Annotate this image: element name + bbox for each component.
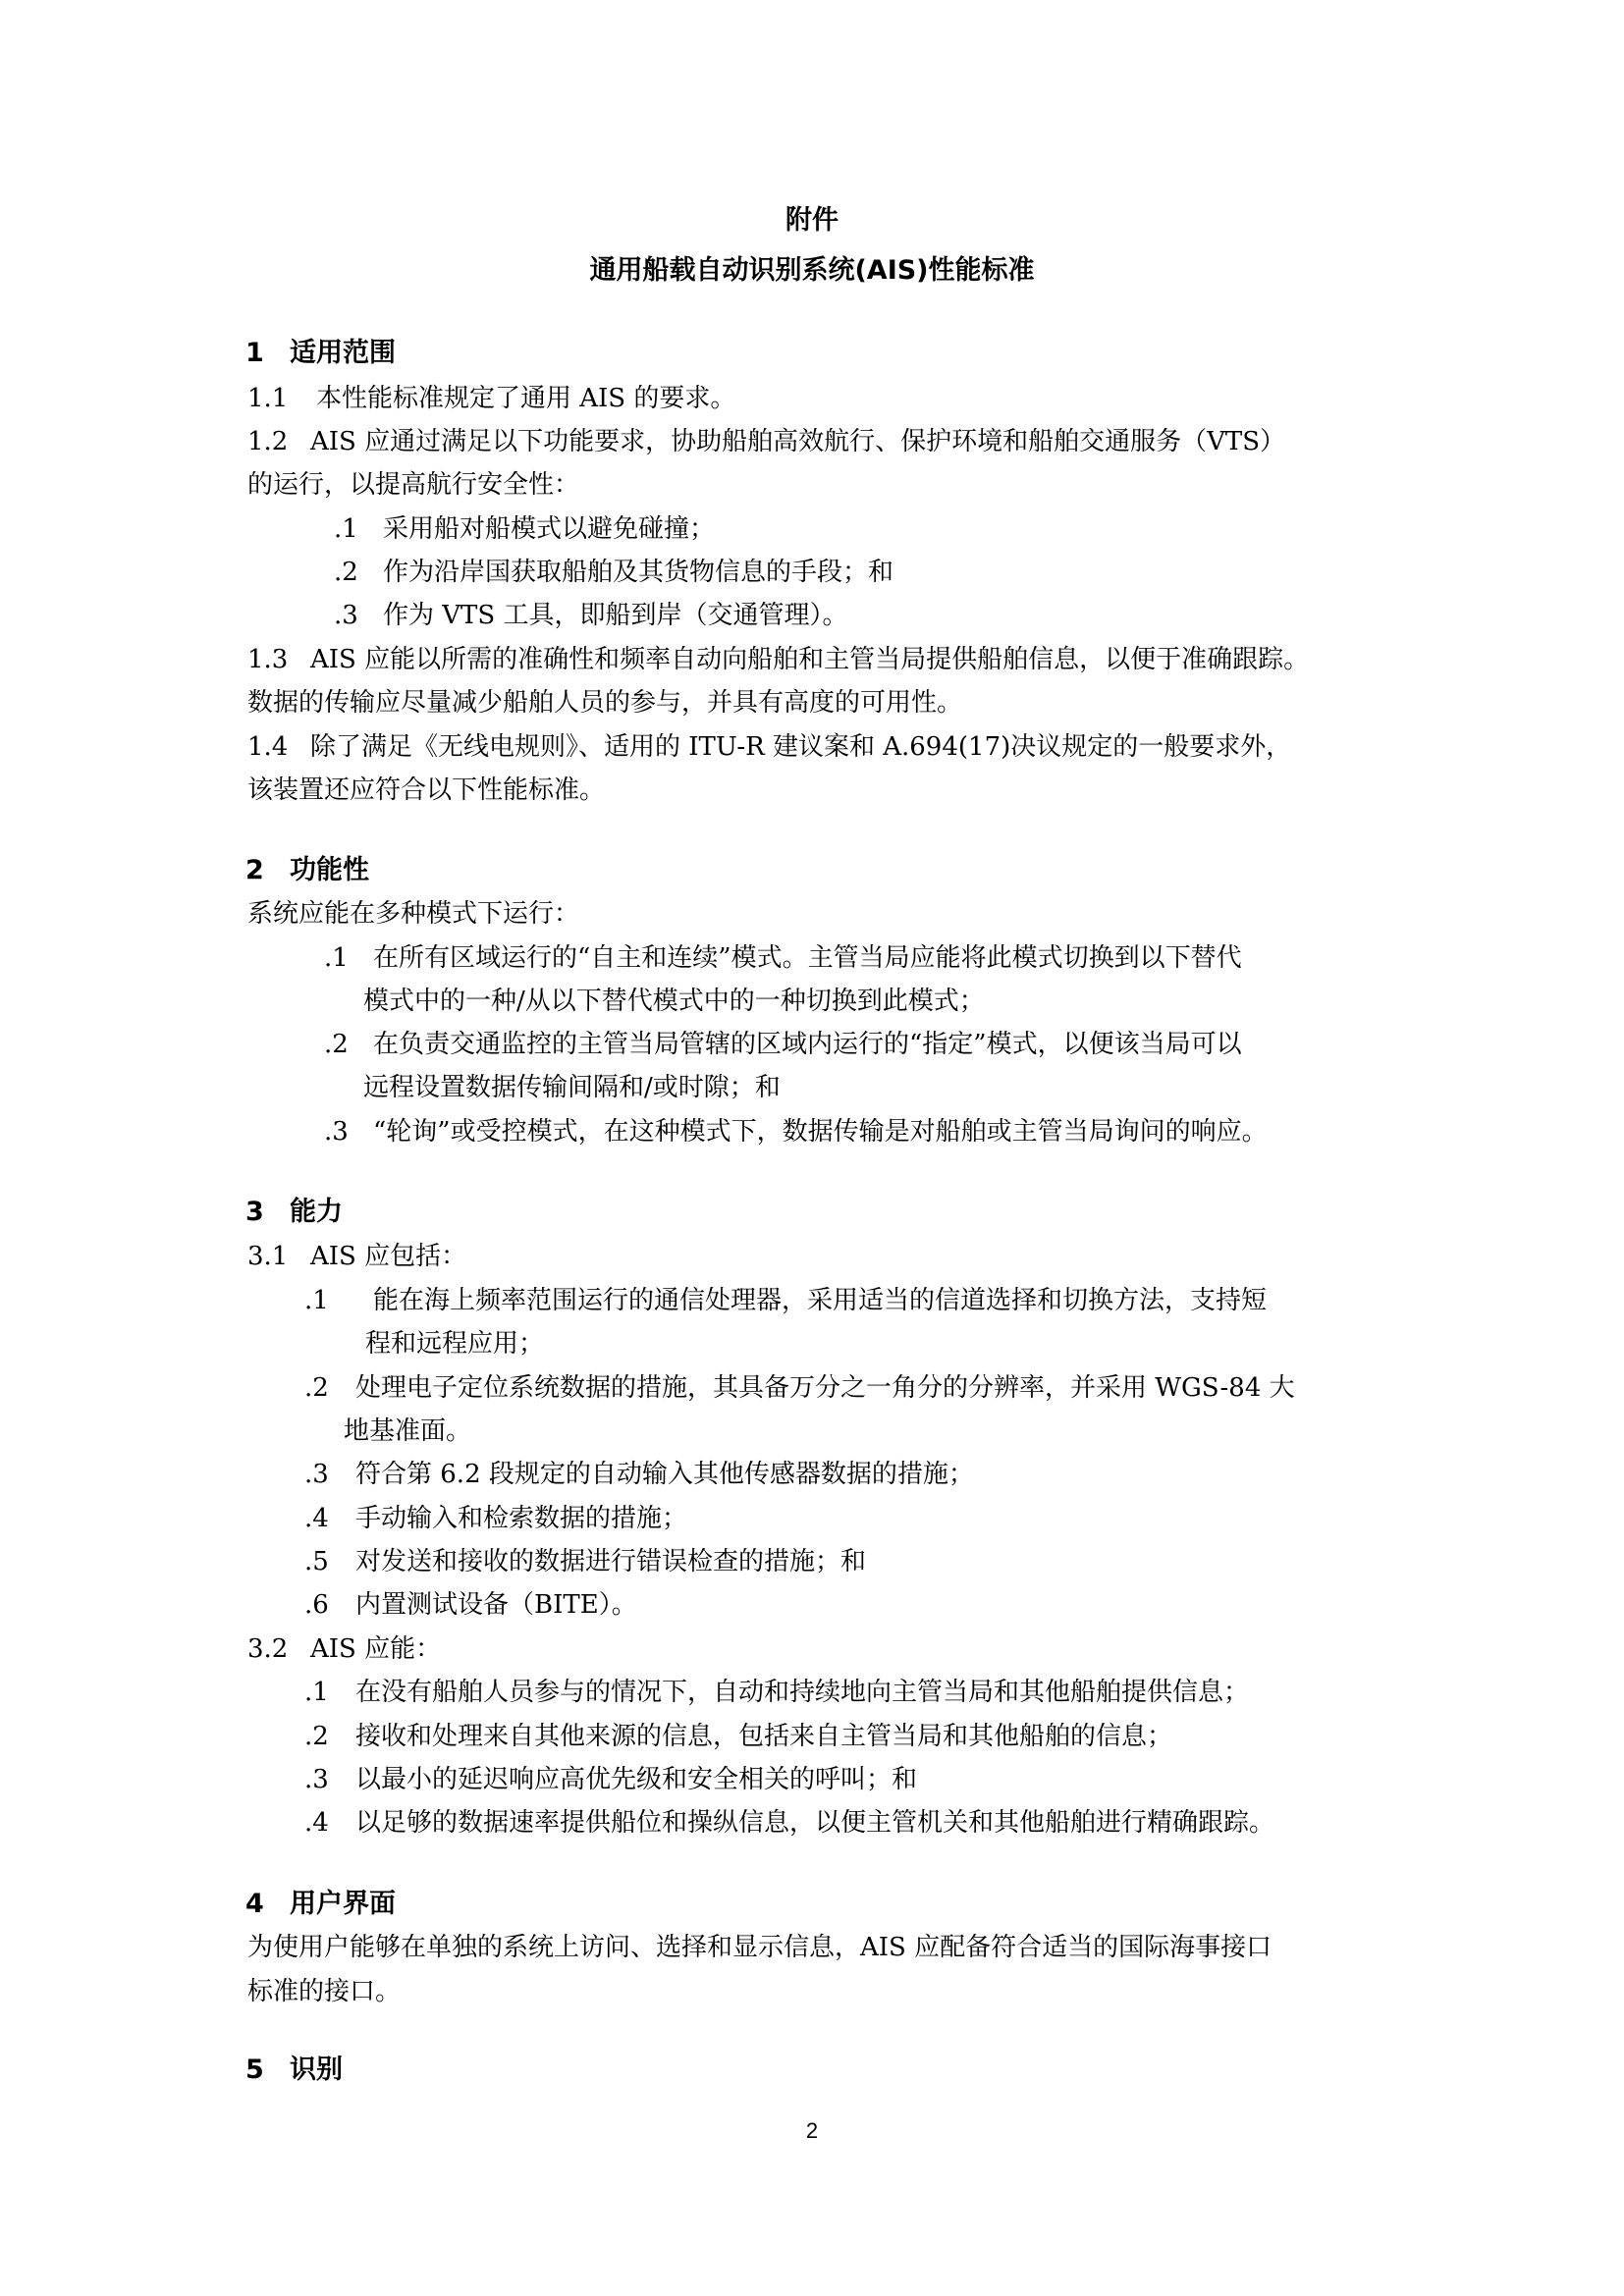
section-number: 4 bbox=[245, 1889, 264, 1919]
paragraph-text: 本性能标准规定了通用 AIS 的要求。 bbox=[316, 384, 736, 413]
list-marker: .4 bbox=[304, 1504, 329, 1533]
paragraph-number: 1.4 bbox=[247, 732, 289, 762]
section-title: 用户界面 bbox=[290, 1889, 396, 1919]
list-marker: .1 bbox=[324, 943, 349, 973]
paragraph-1-3-continued: 数据的传输应尽量减少船舶人员的参与，并具有高度的可用性。 bbox=[247, 688, 963, 718]
section-number: 1 bbox=[245, 338, 264, 368]
list-item-text: 作为沿岸国获取船舶及其货物信息的手段；和 bbox=[383, 558, 894, 587]
list-item-text: 接收和处理来自其他来源的信息，包括来自主管当局和其他船舶的信息； bbox=[355, 1722, 1173, 1751]
list-item bbox=[334, 595, 847, 631]
paragraph-3-1 bbox=[247, 1236, 466, 1272]
list-item bbox=[304, 1759, 917, 1795]
list-marker: .3 bbox=[334, 601, 358, 630]
list-item-text: 手动输入和检索数据的措施； bbox=[355, 1504, 688, 1533]
paragraph-1-4-continued: 该装置还应符合以下性能标准。 bbox=[247, 775, 606, 805]
section-4-text: 为使用户能够在单独的系统上访问、选择和显示信息，AIS 应配备符合适当的国际海事接口 bbox=[247, 1933, 1272, 1962]
list-marker: .2 bbox=[334, 558, 358, 587]
paragraph-number: 1.1 bbox=[247, 384, 289, 413]
list-marker: .2 bbox=[304, 1373, 329, 1403]
list-item bbox=[304, 1541, 866, 1577]
list-item-text: 作为 VTS 工具，即船到岸（交通管理）。 bbox=[383, 601, 848, 630]
paragraph-1-2 bbox=[247, 421, 1285, 457]
list-marker: .1 bbox=[304, 1286, 329, 1315]
section-5-heading bbox=[245, 2048, 343, 2086]
section-title: 识别 bbox=[290, 2055, 343, 2085]
list-marker: .3 bbox=[304, 1460, 329, 1489]
list-marker: .3 bbox=[304, 1765, 329, 1794]
list-item bbox=[304, 1584, 637, 1621]
attachment-label: 附件 bbox=[785, 205, 839, 236]
list-item-text: 处理电子定位系统数据的措施，其具备万分之一角分的分辨率，并采用 WGS-84 大 bbox=[355, 1373, 1295, 1403]
list-item bbox=[304, 1454, 974, 1490]
list-item bbox=[324, 937, 1242, 974]
document-title: 通用船载自动识别系统(AIS)性能标准 bbox=[589, 255, 1035, 286]
list-item-text: 能在海上频率范围运行的通信处理器，采用适当的信道选择和切换方法，支持短 bbox=[373, 1286, 1268, 1315]
paragraph-text: AIS 应包括： bbox=[310, 1242, 467, 1271]
list-item bbox=[324, 1111, 1268, 1148]
list-item-text: 以最小的延迟响应高优先级和安全相关的呼叫；和 bbox=[355, 1765, 918, 1794]
list-marker: .2 bbox=[324, 1030, 349, 1059]
list-item-continued: 地基准面。 bbox=[344, 1416, 472, 1446]
list-item bbox=[334, 552, 893, 588]
section-number: 5 bbox=[245, 2055, 264, 2085]
section-title: 适用范围 bbox=[290, 338, 396, 368]
list-marker: .5 bbox=[304, 1547, 329, 1576]
section-2-intro: 系统应能在多种模式下运行： bbox=[247, 899, 580, 929]
list-item-continued: 程和远程应用； bbox=[365, 1329, 545, 1359]
paragraph-number: 3.1 bbox=[247, 1242, 289, 1271]
section-1-heading bbox=[245, 331, 396, 369]
paragraph-text: AIS 应能： bbox=[310, 1634, 442, 1664]
paragraph-1-4 bbox=[247, 726, 1291, 763]
list-item bbox=[304, 1280, 1267, 1316]
list-item-text: 采用船对船模式以避免碰撞； bbox=[383, 514, 716, 544]
paragraph-3-2 bbox=[247, 1629, 441, 1665]
list-item bbox=[304, 1716, 1172, 1752]
paragraph-number: 1.3 bbox=[247, 645, 289, 674]
list-item-text: 以足够的数据速率提供船位和操纵信息，以便主管机关和其他船舶进行精确跟踪。 bbox=[355, 1808, 1275, 1838]
section-title: 功能性 bbox=[290, 855, 369, 885]
list-item-text: 在没有船舶人员参与的情况下，自动和持续地向主管当局和其他船舶提供信息； bbox=[355, 1678, 1250, 1707]
list-item bbox=[304, 1672, 1249, 1708]
list-item-text: 符合第 6.2 段规定的自动输入其他传感器数据的措施； bbox=[355, 1460, 974, 1489]
paragraph-1-1 bbox=[247, 378, 735, 414]
list-marker: .6 bbox=[304, 1590, 329, 1620]
list-item-text: 对发送和接收的数据进行错误检查的措施；和 bbox=[355, 1547, 867, 1576]
paragraph-number: 3.2 bbox=[247, 1634, 289, 1664]
paragraph-text: AIS 应能以所需的准确性和频率自动向船舶和主管当局提供船舶信息，以便于准确跟踪。 bbox=[310, 645, 1310, 674]
section-2-heading bbox=[245, 848, 369, 886]
section-4-heading bbox=[245, 1882, 396, 1920]
list-item-text: 在负责交通监控的主管当局管辖的区域内运行的“指定”模式，以便该当局可以 bbox=[373, 1030, 1242, 1059]
list-item bbox=[304, 1802, 1274, 1839]
list-item bbox=[324, 1024, 1242, 1060]
section-3-heading bbox=[245, 1190, 343, 1228]
list-item bbox=[304, 1367, 1295, 1404]
section-4-text-continued: 标准的接口。 bbox=[247, 1977, 402, 2006]
list-item bbox=[304, 1498, 687, 1534]
list-item-continued: 远程设置数据传输间隔和/或时隙；和 bbox=[363, 1073, 781, 1102]
paragraph-number: 1.2 bbox=[247, 427, 289, 456]
list-item-text: “轮询”或受控模式，在这种模式下，数据传输是对船舶或主管当局询问的响应。 bbox=[373, 1117, 1268, 1147]
paragraph-text: AIS 应通过满足以下功能要求，协助船舶高效航行、保护环境和船舶交通服务（VTS） bbox=[310, 427, 1286, 456]
list-marker: .1 bbox=[334, 514, 358, 544]
section-number: 2 bbox=[245, 855, 264, 885]
list-marker: .3 bbox=[324, 1117, 349, 1147]
section-title: 能力 bbox=[290, 1197, 343, 1227]
list-marker: .4 bbox=[304, 1808, 329, 1838]
list-item-continued: 模式中的一种/从以下替代模式中的一种切换到此模式； bbox=[363, 987, 985, 1016]
list-marker: .1 bbox=[304, 1678, 329, 1707]
paragraph-text: 除了满足《无线电规则》、适用的 ITU-R 建议案和 A.694(17)决议规定的一般要求外， bbox=[310, 732, 1292, 762]
list-item-text: 内置测试设备（BITE）。 bbox=[355, 1590, 637, 1620]
list-item bbox=[334, 508, 715, 545]
list-item-text: 在所有区域运行的“自主和连续”模式。主管当局应能将此模式切换到以下替代 bbox=[373, 943, 1242, 973]
list-marker: .2 bbox=[304, 1722, 329, 1751]
page-number: 2 bbox=[805, 2118, 819, 2143]
section-number: 3 bbox=[245, 1197, 264, 1227]
paragraph-1-3 bbox=[247, 639, 1309, 675]
paragraph-1-2-continued: 的运行，以提高航行安全性： bbox=[247, 470, 580, 500]
